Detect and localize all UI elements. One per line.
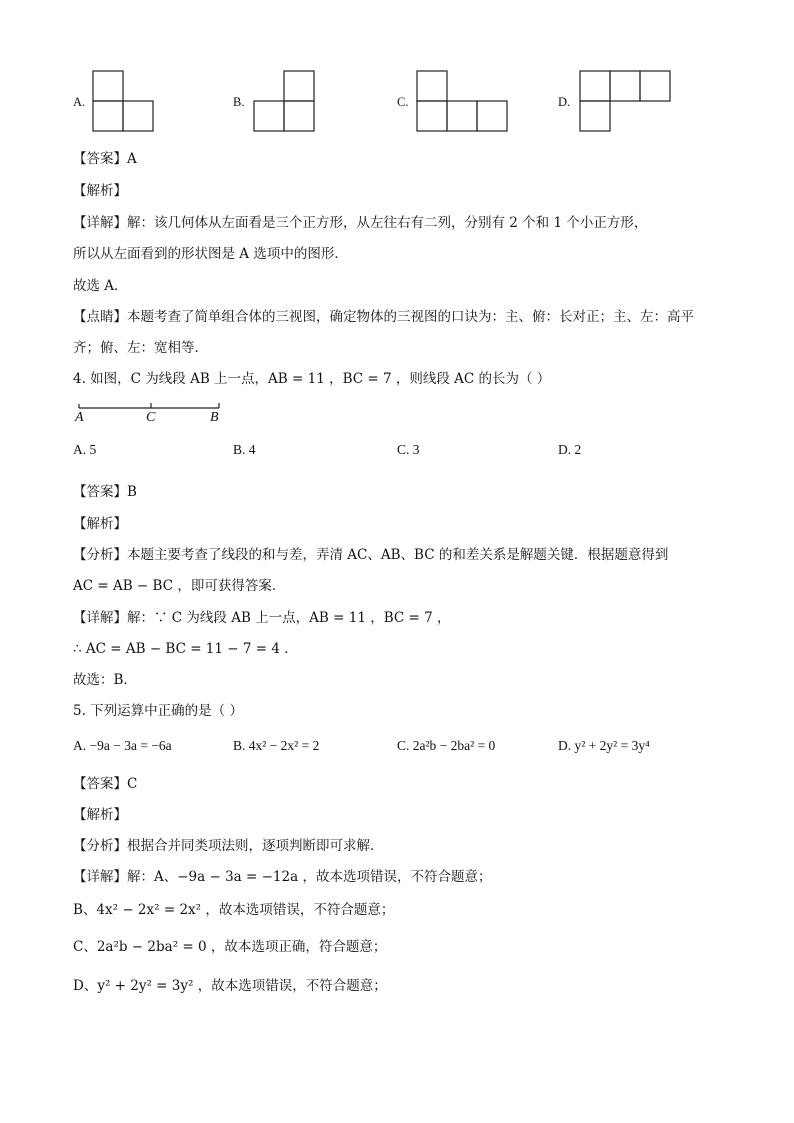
q3-answer: 【答案】A <box>73 151 137 167</box>
q4-option-d: D. 2 <box>558 442 582 457</box>
option-a-label: A. <box>73 95 86 109</box>
q5-analysis-line: 【分析】根据合并同类项法则，逐项判断即可求解． <box>73 838 384 854</box>
q3-detail-line2: 所以从左面看到的形状图是 A 选项中的图形． <box>73 246 348 262</box>
q5-detail-c: C、2a²b − 2ba² = 0 ，故本选项正确，符合题意； <box>73 939 387 955</box>
option-d-figure <box>579 70 671 132</box>
q3-choose: 故选 A． <box>73 278 128 294</box>
q5-question: 5. 下列运算中正确的是（ ） <box>73 703 243 719</box>
option-b-figure <box>253 70 315 132</box>
option-d-label: D. <box>558 95 571 109</box>
q3-comment-line2: 齐；俯、左：宽相等． <box>73 340 208 356</box>
q4-detail-line1: 【详解】解：∵ C 为线段 AB 上一点，AB = 11 ，BC = 7 ， <box>73 610 451 626</box>
option-b-label: B. <box>233 95 245 109</box>
q3-comment-line1: 【点睛】本题考查了简单组合体的三视图，确定物体的三视图的口诀为：主、俯：长对正；主、左：高平 <box>73 309 694 325</box>
q5-option-a: A. −9a − 3a = −6a <box>73 738 172 753</box>
q5-option-c: C. 2a²b − 2ba² = 0 <box>397 738 496 753</box>
q4-analysis-line2: AC = AB − BC ，即可获得答案． <box>73 578 286 594</box>
q5-detail-a: 【详解】解：A、−9a − 3a = −12a ，故本选项错误，不符合题意； <box>73 869 492 885</box>
q4-question: 4. 如图，C 为线段 AB 上一点，AB = 11 ，BC = 7 ，则线段 AC 的长为（ ） <box>73 371 551 387</box>
q5-answer: 【答案】C <box>73 776 138 792</box>
option-c-figure <box>416 70 508 132</box>
q4-option-b: B. 4 <box>233 442 256 457</box>
q5-detail-d: D、y² + 2y² = 3y² ，故本选项错误，不符合题意； <box>73 978 387 994</box>
segment-label-c: C <box>146 410 156 425</box>
q4-answer: 【答案】B <box>73 484 137 500</box>
q5-option-b: B. 4x² − 2x² = 2 <box>233 738 320 753</box>
q5-analysis-tag: 【解析】 <box>73 807 127 823</box>
q5-option-d: D. y² + 2y² = 3y⁴ <box>558 738 650 753</box>
q3-analysis-tag: 【解析】 <box>73 183 127 199</box>
q4-analysis-line1: 【分析】本题主要考查了线段的和与差，弄清 AC、AB、BC 的和差关系是解题关键．根据题意得到 <box>73 547 669 563</box>
option-c-label: C. <box>397 95 409 109</box>
q3-detail-line1: 【详解】解：该几何体从左面看是三个正方形，从左往右有二列，分别有 2 个和 1 个小正方形， <box>73 215 648 231</box>
segment-label-a: A <box>75 410 84 425</box>
q4-analysis-tag: 【解析】 <box>73 516 127 532</box>
q4-choose: 故选：B． <box>73 672 137 688</box>
option-a-figure <box>92 70 154 132</box>
q4-option-c: C. 3 <box>397 442 420 457</box>
q4-option-a: A. 5 <box>73 442 97 457</box>
q4-detail-line2: ∴ AC = AB − BC = 11 − 7 = 4 ． <box>73 641 298 657</box>
segment-label-b: B <box>210 410 219 425</box>
q5-detail-b: B、4x² − 2x² = 2x² ，故本选项错误，不符合题意； <box>73 902 395 918</box>
